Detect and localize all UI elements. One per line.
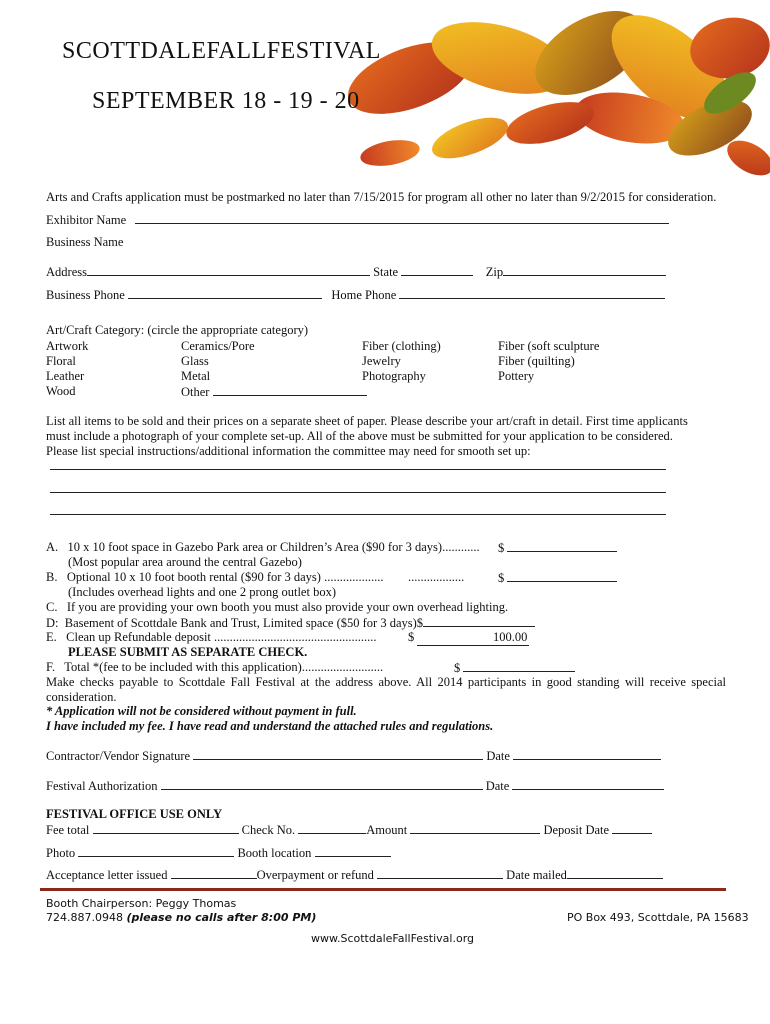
- authorization-row: [46, 778, 664, 794]
- authorization-field[interactable]: [161, 778, 483, 790]
- chair-phone: 724.887.0948: [46, 911, 123, 924]
- overpayment-field[interactable]: [377, 867, 503, 879]
- category-col-1: [46, 339, 88, 399]
- authorization-date-field[interactable]: [512, 778, 664, 790]
- fee-d-row: [46, 615, 535, 631]
- category-fiber-quilting[interactable]: Fiber (quilting): [498, 354, 575, 368]
- fee-c-letter: C.: [46, 600, 58, 614]
- instructions-line: List all items to be sold and their prices on a separate sheet of paper. Please describe your art/craft in detail. First time applicants: [46, 414, 688, 428]
- fee-a-amount-field[interactable]: [507, 540, 617, 552]
- fee-acknowledgement: I have included my fee. I have read and understand the attached rules and regulations.: [46, 719, 494, 733]
- intro-text: Arts and Crafts application must be postmarked no later than 7/15/2015 for program all other no later than 9/2/2015 for consideration.: [46, 190, 717, 204]
- category-col-2: [181, 339, 367, 400]
- instructions-line: must include a photograph of your complete set-up. All of the above must be submitted for your application to be considered.: [46, 429, 673, 443]
- instructions-line: Please list special instructions/additional information the committee may need for smooth set up:: [46, 444, 531, 458]
- address-field[interactable]: [87, 264, 370, 276]
- fee-b-dots: ..................: [408, 570, 465, 584]
- fee-total-field[interactable]: [93, 822, 239, 834]
- special-instructions-line-2[interactable]: [50, 492, 666, 493]
- check-no-field[interactable]: [298, 822, 366, 834]
- contractor-signature-label: Contractor/Vendor Signature: [46, 749, 191, 763]
- fee-f-amount-field[interactable]: [463, 660, 575, 672]
- contractor-date-label: Date: [486, 749, 510, 763]
- overpayment-label: Overpayment or refund: [256, 868, 374, 882]
- contractor-date-field[interactable]: [513, 748, 661, 760]
- dollar-sign: $: [498, 571, 505, 585]
- amount-field[interactable]: [410, 822, 540, 834]
- check-no-label: Check No.: [241, 823, 296, 837]
- category-photography[interactable]: Photography: [362, 369, 426, 383]
- fee-b-amount-field[interactable]: [507, 570, 617, 582]
- fee-f-amount: [454, 660, 575, 676]
- chair-phone-row: [46, 911, 316, 924]
- category-leather[interactable]: Leather: [46, 369, 85, 383]
- category-jewelry[interactable]: Jewelry: [362, 354, 401, 368]
- address-label: Address: [46, 265, 87, 279]
- instructions-block: [46, 414, 688, 459]
- fee-f-text: Total *(fee to be included with this application)..........................: [64, 660, 384, 674]
- date-mailed-label: Date mailed: [506, 868, 567, 882]
- contractor-signature-field[interactable]: [193, 748, 483, 760]
- dollar-sign: $: [498, 541, 505, 555]
- category-col-3: [362, 339, 441, 384]
- category-artwork[interactable]: Artwork: [46, 339, 89, 353]
- fee-e-amount-value[interactable]: 100.00: [417, 630, 529, 646]
- business-phone-field[interactable]: [128, 287, 322, 299]
- category-pottery[interactable]: Pottery: [498, 369, 535, 383]
- fee-a-letter: A.: [46, 540, 59, 554]
- footer-rule: [40, 888, 726, 891]
- fee-c-row: [46, 600, 508, 615]
- category-other-field[interactable]: [213, 384, 367, 396]
- home-phone-field[interactable]: [399, 287, 665, 299]
- acceptance-label: Acceptance letter issued: [46, 868, 168, 882]
- office-row-2: [46, 845, 391, 861]
- exhibitor-name-row: [46, 212, 669, 228]
- payment-warning: * Application will not be considered without payment in full.: [46, 704, 357, 718]
- fee-a-sub: (Most popular area around the central Gazebo): [68, 555, 302, 569]
- website-link[interactable]: www.ScottdaleFallFestival.org: [311, 932, 475, 945]
- fee-a-text: 10 x 10 foot space in Gazebo Park area or Children’s Area ($90 for 3 days)............: [67, 540, 480, 554]
- category-other-label: Other: [181, 385, 210, 399]
- authorization-label: Festival Authorization: [46, 779, 158, 793]
- fee-c-text: If you are providing your own booth you must also provide your own overhead lighting.: [66, 600, 509, 614]
- authorization-date-label: Date: [485, 779, 510, 793]
- fee-b-amount: [498, 570, 617, 586]
- zip-field[interactable]: [503, 264, 666, 276]
- fee-f-letter: F.: [46, 660, 56, 674]
- fee-b-sub: (Includes overhead lights and one 2 prong outlet box): [68, 585, 336, 599]
- booth-location-field[interactable]: [315, 845, 391, 857]
- date-mailed-field[interactable]: [567, 867, 663, 879]
- category-fiber-soft-sculpture[interactable]: Fiber (soft sculpture: [498, 339, 600, 353]
- fee-b-row: [46, 570, 383, 585]
- deposit-date-field[interactable]: [612, 822, 652, 834]
- exhibitor-name-label: Exhibitor Name: [46, 213, 127, 227]
- booth-location-label: Booth location: [237, 846, 312, 860]
- separate-check-notice: PLEASE SUBMIT AS SEPARATE CHECK.: [68, 645, 308, 659]
- exhibitor-name-field[interactable]: [135, 212, 669, 224]
- fee-d-letter: D:: [46, 616, 59, 630]
- po-box-address: PO Box 493, Scottdale, PA 15683: [567, 911, 749, 924]
- dollar-sign: $: [454, 661, 461, 675]
- fee-e-text: Clean up Refundable deposit ....................................................: [66, 630, 377, 644]
- special-instructions-line-1[interactable]: [50, 469, 666, 470]
- category-floral[interactable]: Floral: [46, 354, 76, 368]
- zip-label: Zip: [485, 265, 504, 279]
- amount-label: Amount: [366, 823, 408, 837]
- festival-title: SCOTTDALEFALLFESTIVAL: [62, 38, 381, 64]
- state-field[interactable]: [401, 264, 473, 276]
- deposit-date-label: Deposit Date: [543, 823, 610, 837]
- payable-line-1: Make checks payable to Scottdale Fall Festival at the address above. All 2014 participants in good standing will receive special: [46, 675, 726, 689]
- contractor-signature-row: [46, 748, 661, 764]
- fee-d-text: Basement of Scottdale Bank and Trust, Limited space ($50 for 3 days)$: [64, 616, 424, 630]
- fee-f-row: [46, 660, 383, 675]
- photo-label: Photo: [46, 846, 76, 860]
- fee-d-amount-field[interactable]: [423, 615, 535, 627]
- special-instructions-line-3[interactable]: [50, 514, 666, 515]
- state-label: State: [373, 265, 399, 279]
- address-row: [46, 264, 666, 280]
- phone-row: [46, 287, 665, 303]
- office-use-heading: FESTIVAL OFFICE USE ONLY: [46, 807, 223, 821]
- dollar-sign: $: [408, 630, 415, 644]
- fee-a-row: [46, 540, 480, 555]
- booth-chair: Booth Chairperson: Peggy Thomas: [46, 897, 237, 910]
- category-wood[interactable]: Wood: [46, 384, 76, 398]
- category-ceramics[interactable]: Ceramics/Pore: [181, 339, 255, 353]
- category-metal[interactable]: Metal: [181, 369, 211, 383]
- fee-a-amount: [498, 540, 617, 556]
- fee-b-text: Optional 10 x 10 foot booth rental ($90 for 3 days) ...................: [66, 570, 384, 584]
- category-fiber-clothing[interactable]: Fiber (clothing): [362, 339, 441, 353]
- category-glass[interactable]: Glass: [181, 354, 209, 368]
- fee-b-letter: B.: [46, 570, 58, 584]
- business-phone-label: Business Phone: [46, 288, 125, 302]
- payable-note: [46, 675, 726, 705]
- fee-e-letter: E.: [46, 630, 57, 644]
- festival-dates: SEPTEMBER 18 - 19 - 20: [92, 88, 360, 114]
- phone-note: (please no calls after 8:00 PM): [126, 911, 317, 924]
- payable-line-2: consideration.: [46, 690, 117, 704]
- business-name-label: Business Name: [46, 235, 124, 249]
- office-row-3: [46, 867, 663, 883]
- category-col-4: [498, 339, 599, 384]
- office-row-1: [46, 822, 652, 838]
- category-other[interactable]: [181, 384, 367, 400]
- category-heading: Art/Craft Category: (circle the appropriate category): [46, 323, 309, 337]
- fee-total-label: Fee total: [46, 823, 90, 837]
- fee-e-amount: [408, 630, 529, 646]
- fee-e-row: [46, 630, 377, 645]
- home-phone-label: Home Phone: [331, 288, 397, 302]
- acceptance-field[interactable]: [171, 867, 257, 879]
- photo-field[interactable]: [78, 845, 234, 857]
